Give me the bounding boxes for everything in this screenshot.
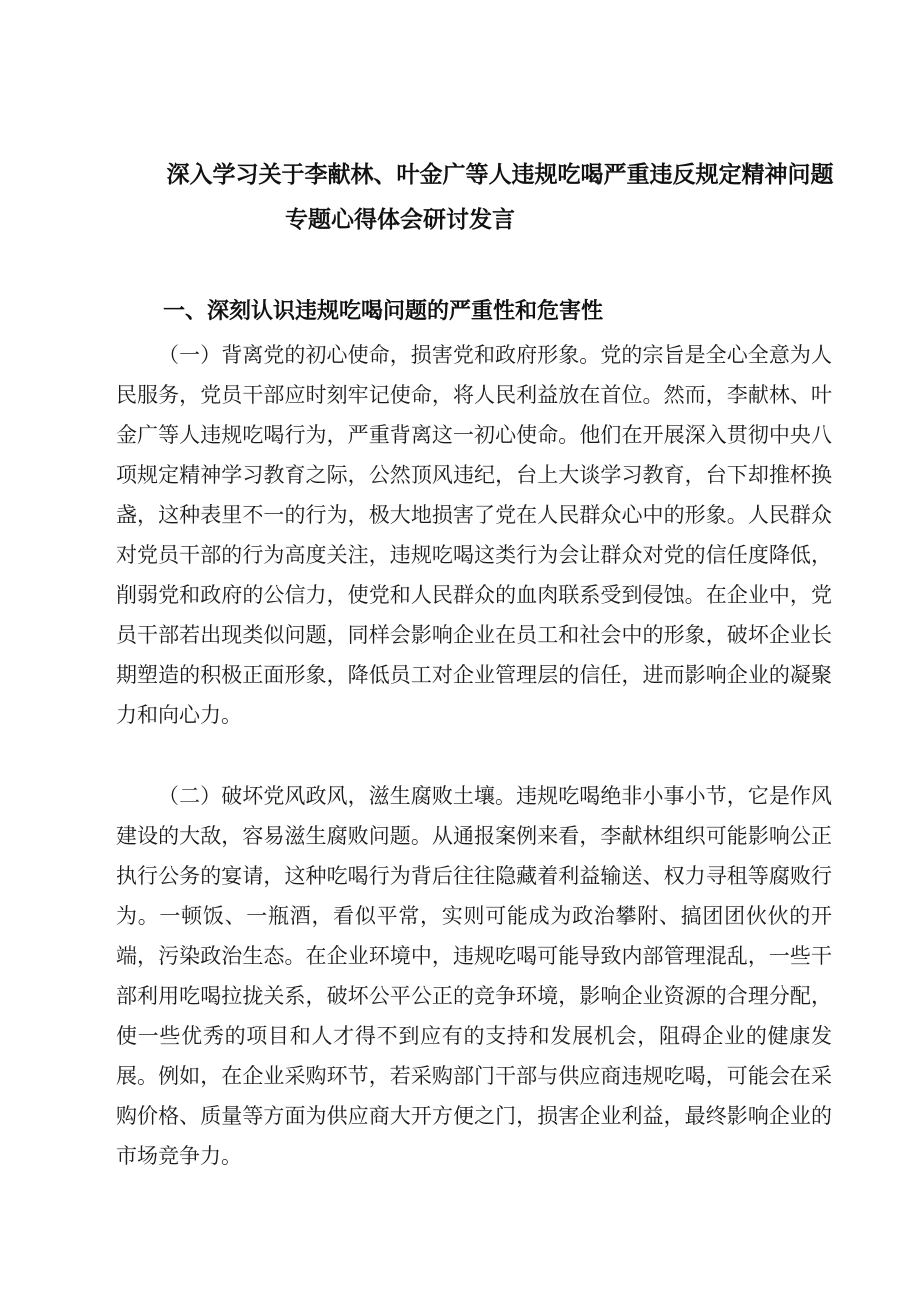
document-title-line-2: 专题心得体会研讨发言 — [285, 207, 515, 233]
document-title-line-1: 深入学习关于李献林、叶金广等人违规吃喝严重违反规定精神问题 — [166, 162, 834, 188]
section-heading-1: 一、深刻认识违规吃喝问题的严重性和危害性 — [163, 299, 604, 324]
paragraph-2: （二）破坏党风政风，滋生腐败土壤。违规吃喝绝非小事小节，它是作风建设的大敌，容易滋生腐败问题。从通报案例来看，李献林组织可能影响公正执行公务的宴请，这种吃喝行为背后往往隐藏着利益输送、权力寻租等腐败行为。一顿饭、一瓶酒，看似平常，实则可能成为政治攀附、搞团团伙伙的开端，污染政治生态。在企业环境中，违规吃喝可能导致内部管理混乱，一些干部利用吃喝拉拢关系，破坏公平公正的竞争环境，影响企业资源的合理分配，使一些优秀的项目和人才得不到应有的支持和发展机会，阻碍企业的健康发展。例如，在企业采购环节，若采购部门干部与供应商违规吃喝，可能会在采购价格、质量等方面为供应商大开方便之门，损害企业利益，最终影响企业的市场竞争力。 — [116, 784, 832, 1168]
paragraph-1: （一）背离党的初心使命，损害党和政府形象。党的宗旨是全心全意为人民服务，党员干部应时刻牢记使命，将人民利益放在首位。然而，李献林、叶金广等人违规吃喝行为，严重背离这一初心使命。他们在开展深入贯彻中央八项规定精神学习教育之际，公然顶风违纪，台上大谈学习教育，台下却推杯换盏，这种表里不一的行为，极大地损害了党在人民群众心中的形象。人民群众对党员干部的行为高度关注，违规吃喝这类行为会让群众对党的信任度降低，削弱党和政府的公信力，使党和人民群众的血肉联系受到侵蚀。在企业中，党员干部若出现类似问题，同样会影响企业在员工和社会中的形象，破坏企业长期塑造的积极正面形象，降低员工对企业管理层的信任，进而影响企业的凝聚力和向心力。 — [116, 343, 832, 727]
